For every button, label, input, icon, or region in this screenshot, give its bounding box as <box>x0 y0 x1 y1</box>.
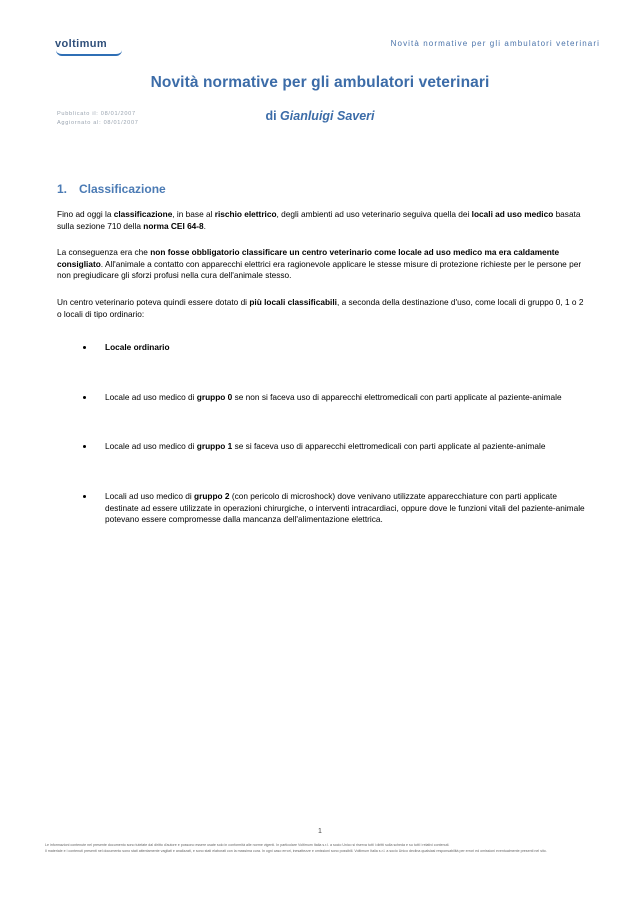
text-run-bold: più locali classificabili <box>249 296 337 307</box>
byline-prefix: di <box>265 109 281 123</box>
list-item <box>57 491 585 526</box>
text-run-bold: classificazione <box>113 209 173 219</box>
page-title: Novità normative per gli ambulatori veterinari <box>150 74 490 91</box>
text-run-bold: gruppo 1 <box>196 441 233 452</box>
text-run: , degli ambienti ad uso veterinario seguiva quella dei <box>276 209 472 219</box>
text-run: (con pericolo di microshock) dove venivano utilizzate apparecchiature con parti applicate destinate ad essere utilizzate in operazioni chirurgiche, o interventi intracardiaci, oppure dove le funzioni vitali del paziente-animale potevano essere compromesse dalla mancanza dell'alimentazione elettrica. <box>105 490 585 525</box>
page-number: 1 <box>318 828 322 835</box>
text-run-bold: gruppo 2 <box>194 490 230 501</box>
text-run-bold: Locale ordinario <box>105 342 170 353</box>
text-run-bold: rischio elettrico <box>214 209 277 219</box>
published-date: Pubblicato il: 08/01/2007 <box>57 111 136 117</box>
text-run: Fino ad oggi la <box>57 209 114 219</box>
list-item <box>57 342 585 354</box>
text-run: Locali ad uso medico di <box>105 490 195 501</box>
text-run-bold: norma CEI 64-8 <box>143 220 204 231</box>
text-run: , a seconda della destinazione d'uso, come locali di gruppo 0, 1 o 2 o locali di tipo ordinario: <box>57 296 584 319</box>
updated-date: Aggiornato al: 08/01/2007 <box>57 120 139 126</box>
bullet-dot-icon <box>83 346 86 349</box>
document-body <box>57 182 585 564</box>
paragraph-3 <box>57 297 585 320</box>
text-run-bold: locali ad uso medico <box>471 209 554 219</box>
text-run: Un centro veterinario poteva quindi essere dotato di <box>57 296 250 307</box>
text-run: se si faceva uso di apparecchi elettromedicali con parti applicate al paziente-animale <box>232 441 546 452</box>
logo-swoosh-icon <box>56 50 122 56</box>
text-run: , in base al <box>172 209 215 219</box>
text-run: basata sulla sezione 710 della <box>57 209 581 231</box>
text-run: La conseguenza era che <box>57 247 151 258</box>
bullet-dot-icon <box>83 396 86 399</box>
section-number: 1. <box>57 182 68 196</box>
text-run: . <box>203 220 206 231</box>
classification-bullet-list <box>57 342 585 526</box>
list-item <box>57 392 585 404</box>
author-name: Gianluigi Saveri <box>280 109 375 123</box>
bullet-dot-icon <box>83 445 86 448</box>
footer-line-2: Il materiale e i contenuti presenti nel documento sono stati attentamente vagliati e analizzati, e sono stati elaborati con la massima cura. In ogni caso errori, inesattezze e omissioni sono possibili. Voltimum Italia s.r.l. a socio Unico declina qualsiasi responsabilità per errori ed omissioni eventualmente presenti nel sito. <box>45 849 547 854</box>
section-title: Classificazione <box>79 182 166 196</box>
publication-info <box>57 110 139 128</box>
voltimum-logo <box>55 38 131 56</box>
document-header <box>55 36 600 62</box>
paragraph-1 <box>57 209 585 232</box>
logo-wordmark: voltimum <box>55 38 108 50</box>
text-run: Locale ad uso medico di <box>105 441 197 452</box>
text-run-bold: non fosse obbligatorio classificare un centro veterinario come locale ad uso medico ma era caldamente consigliato <box>57 247 560 269</box>
running-header-title: Novità normative per gli ambulatori veterinari <box>390 39 600 48</box>
text-run: se non si faceva uso di apparecchi elettromedicali con parti applicate al paziente-animale <box>232 391 562 402</box>
paragraph-2 <box>57 247 585 282</box>
text-run: . All'animale a contatto con apparecchi elettrici era ragionevole applicare le stesse misure di protezione richieste per le persone per non pregiudicare gli sforzi profusi nella cura dell'animale stesso. <box>57 258 582 281</box>
footer-line-1: Le informazioni contenute nel presente documento sono tutelate dal diritto d'autore e possono essere usate solo in conformità alle norme vigenti. In particolare Voltimum Italia s.r.l. a socio Unico si riserva tutti i diritti sulla scheda e su tutti i relativi contenuti. <box>45 843 450 847</box>
text-run: Locale ad uso medico di <box>105 391 197 402</box>
text-run-bold: gruppo 0 <box>196 391 233 402</box>
section-heading-classificazione <box>57 182 585 196</box>
list-item <box>57 441 585 453</box>
bullet-dot-icon <box>83 495 86 498</box>
footer-disclaimer <box>45 843 597 855</box>
